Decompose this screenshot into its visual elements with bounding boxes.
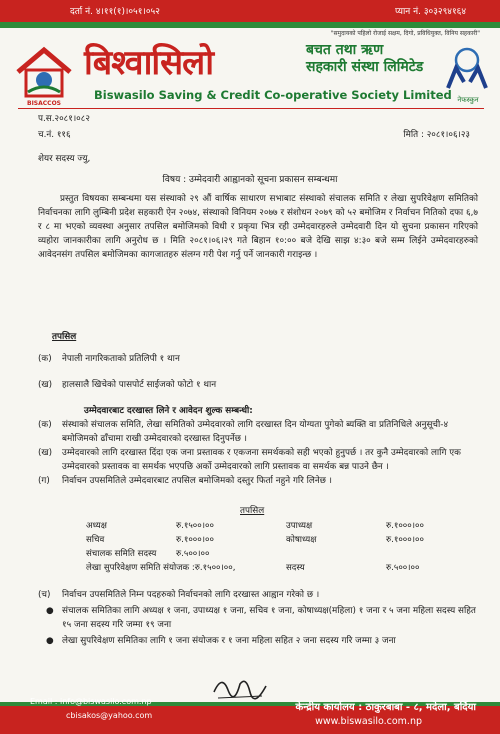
list-text: निर्वाचन उपसमितिले उम्मेदवारबाट तपसिल बमोजिमको दस्तुर फिर्ता नहुने गरि लिनेछ । — [62, 476, 333, 486]
list-text: नेपाली नागरिकताको प्रतिलिपी १ थान — [62, 354, 180, 364]
tapasil-heading: तपसिल — [52, 332, 77, 342]
fee-label: अध्यक्ष — [86, 521, 107, 531]
footer-email: Email : info@biswasilo.com.np — [30, 697, 152, 706]
nefscun-logo — [444, 44, 490, 104]
org-name-nepali-suffix — [306, 42, 423, 76]
fee-value: रु.५००।०० — [176, 549, 210, 559]
list-key: (ख) — [38, 448, 53, 458]
signature-icon — [210, 670, 270, 704]
right-logo-tag: नेफस्कुन — [457, 96, 479, 104]
tapasil-section — [38, 330, 478, 392]
bullet-text: संचालक समितिका लागि अध्यक्ष १ जना, उपाध्यक्ष १ जना, सचिव १ जना, कोषाध्यक्ष(महिला) १ जना र ५ जना महिला सदस्य सहित १५ जना सदस्य गरि जम्मा १९ जना — [62, 606, 476, 630]
fee-value: रु.५००।०० — [386, 563, 420, 573]
logo-tag: BISACCOS — [27, 100, 61, 107]
table-row — [86, 546, 466, 560]
fee-label: सदस्य — [286, 563, 305, 573]
bullet-item — [38, 634, 478, 648]
fee-value — [386, 546, 466, 560]
bullet-icon: ● — [46, 636, 54, 646]
fee-table-heading: तपसिल — [240, 506, 265, 516]
org-name-line2: सहकारी संस्था लिमिटेड — [306, 59, 424, 75]
list-key: (च) — [38, 590, 51, 600]
bullet-text: लेखा सुपरिवेक्षण समितिका लागि १ जना संयोजक र १ जना महिला सहित २ जना सदस्य गरि जम्मा ३ जना — [62, 636, 396, 646]
org-name-nepali: बिश्वासिलो — [84, 43, 214, 83]
fee-value: रु.१०००।०० — [386, 521, 424, 531]
footer-office-address: केन्द्रीय कार्यालय : ठाकुरबाबा - ८, मदेला, बर्दिया — [295, 702, 476, 713]
top-green-strip — [0, 22, 500, 28]
salutation: शेयर सदस्य ज्यु, — [38, 154, 91, 164]
ps-number: प.स.२०८१।०८२ — [38, 114, 90, 124]
org-name-line1: बचत तथा ऋण — [306, 42, 384, 58]
header-divider — [18, 108, 484, 109]
fee-section — [38, 404, 478, 488]
registration-number: दर्ता नं. ४।११(१)।०५१।०५२ — [70, 7, 160, 17]
fee-value: रु.१५००।०० — [176, 521, 214, 531]
list-text: हालसालै खिचेको पासपोर्ट साईजको फोटो १ थान — [62, 380, 217, 390]
fee-heading: उम्मेदवारबाट दरखास्त लिने र आवेदन शुल्क सम्बन्धी: — [84, 406, 253, 416]
list-item — [38, 446, 478, 474]
house-hands-logo-icon — [14, 44, 74, 100]
footer-email-alt: cbisakos@yahoo.com — [66, 711, 153, 720]
slogan: "समुदायको पहिलो रोजाई सक्षम, दिगो, प्रविधियुक्त, विनिय सहकारी" — [330, 30, 480, 37]
bullet-icon: ● — [46, 606, 54, 616]
subject-line: विषय : उम्मेदवारी आह्वानको सूचना प्रकासन सम्बन्धमा — [162, 175, 338, 185]
list-item — [38, 418, 478, 446]
list-item — [38, 588, 478, 602]
table-row — [86, 518, 466, 532]
coop-logo — [14, 44, 74, 106]
fee-value: रु.१०००।०० — [176, 535, 214, 545]
body-paragraph: प्रस्तुत विषयका सम्बन्धमा यस संस्थाको २९ औं वार्षिक साधारण सभाबाट संस्थाको संचालक समिति र लेखा सुपरिवेक्षण समितिको निर्वाचनका लागि लुम्बिनी प्रदेश सहकारी ऐन २०७४, संस्थाको विनियम २०७७ र संशोधन २०७९ को ५२ बमोजिम र निर्वाचन नितिको दफा ६,७ र ८ मा भएको व्यवस्था अनुसार तपसिल बमोजिमको विधी र प्रकृया भित्र रही उम्मेदवारहरुले उम्मेदवारी दिन यो सुचना प्रकासन गरिएको व्यहोरा जानकारीका लागि अनुरोध छ । मिति २०८१।०६।२९ गते बिहान १०:०० बजे देखि साझ ४:३० बजे सम्म लिईने उम्मेदवारहरुको आवेदनसंग तपसिल बमोजिमका कागजातहरु संलग्न गरी पेश गर्नु पर्ने जानकारी गराइन्छ । — [38, 194, 478, 260]
pan-number: प्यान नं. ३०३२९४१६४ — [395, 7, 466, 17]
list-key: (क) — [38, 420, 52, 430]
list-text: निर्वाचन उपसमितिले निम्न पदहरुको निर्वाचनको लागि दरखास्त आह्वान गरेको छ । — [62, 590, 320, 600]
fee-label: संचालक समिति सदस्य — [86, 549, 157, 559]
list-item — [38, 474, 478, 488]
table-row — [86, 560, 466, 574]
list-key: (ग) — [38, 476, 50, 486]
list-item — [38, 378, 478, 392]
list-key: (क) — [38, 354, 52, 364]
fee-value: रु.१०००।०० — [386, 535, 424, 545]
chalani-number: च.नं. ११६ — [38, 130, 71, 140]
fee-table — [86, 518, 466, 574]
fee-label: उपाध्यक्ष — [286, 521, 313, 531]
list-key: (ख) — [38, 380, 53, 390]
final-section — [38, 588, 478, 648]
list-text: उम्मेदवारको लागि दरखास्त दिंदा एक जना प्रस्तावक र एकजना समर्थकको सही भएको हुनुपर्छ । तर कुनै उम्मेदवारको लागि एक उम्मेदवारको प्रस्तावक वा समर्थक भएपछि अर्को उम्मेदवारको लागि प्रस्तावक वा समर्थक बन्न पाउने छैन । — [62, 448, 461, 472]
fee-label — [286, 546, 386, 560]
fee-label: कोषाध्यक्ष — [286, 535, 317, 545]
fee-label: लेखा सुपरिवेक्षण समिति संयोजक :रु.१५००।००, — [86, 563, 236, 573]
bullet-item — [38, 604, 478, 632]
footer-website: www.biswasilo.com.np — [315, 716, 422, 727]
list-text: संस्थाको संचालक समिति, लेखा समितिको उम्मेदवारको लागि दरखास्त दिन योग्यता पुगेको ब्यक्ति वा प्रतिनिधिले अनुसूची-४ बमोजिमको ढाँचामा राखी उम्मेदवारको दरखास्त दिनुपर्नेछ । — [62, 420, 449, 444]
hands-globe-icon — [444, 44, 490, 92]
fee-label: सचिव — [86, 535, 105, 545]
org-name-english: Biswasilo Saving & Credit Co-operative Society Limited — [94, 88, 452, 102]
body-paragraph-block — [38, 192, 478, 262]
letter-date: मिति : २०८१।०६।२३ — [403, 130, 470, 140]
list-item — [38, 352, 478, 366]
table-row — [86, 532, 466, 546]
